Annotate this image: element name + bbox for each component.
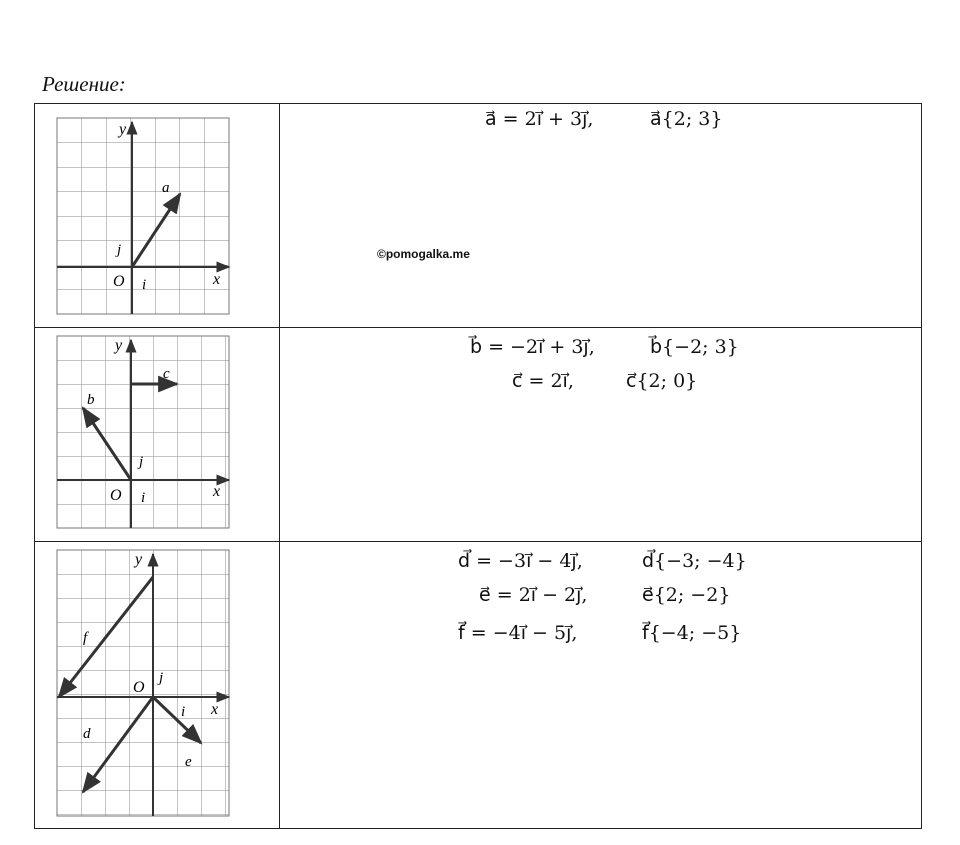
vector-e-label: e [185,754,192,770]
equation-a: a⃗ = 2i⃗ + 3j⃗, [485,108,594,130]
vector-a-label: a [162,180,170,196]
solution-table [34,103,922,829]
axis-x-label: x [211,701,219,718]
unit-j-label: j [117,242,122,258]
unit-j-label: j [139,454,144,470]
origin-label: O [110,487,122,504]
unit-i-label: i [142,277,147,293]
table-row [35,328,921,542]
unit-j-label: j [159,670,164,686]
solution-heading: Решение: [42,72,126,96]
figure-cell [35,104,280,327]
coords-c: c⃗{2; 0} [626,370,698,392]
unit-i-label: i [181,704,186,720]
coords-d: d⃗{−3; −4} [642,550,747,572]
watermark: ©pomogalka.me [377,247,470,261]
axis-y-label: y [135,551,143,568]
equation-cell [280,104,921,327]
coords-a: a⃗{2; 3} [650,108,723,130]
coords-b: b⃗{−2; 3} [650,336,739,358]
equation-e: e⃗ = 2i⃗ − 2j⃗, [479,584,588,606]
vector-figure-a [35,104,279,326]
axis-x-label: x [213,483,221,500]
equation-f: f⃗ = −4i⃗ − 5j⃗, [458,622,578,644]
figure-cell [35,542,280,829]
axis-y-label: y [115,337,123,354]
equation-d: d⃗ = −3i⃗ − 4j⃗, [458,550,583,572]
table-row [35,542,921,829]
coords-e: e⃗{2; −2} [642,584,731,606]
origin-label: O [133,679,145,696]
vector-figure-bc [35,328,279,540]
table-row [35,104,921,328]
origin-label: O [113,273,125,290]
vector-d-label: d [83,726,91,742]
vector-c-label: c [163,366,170,382]
coords-f: f⃗{−4; −5} [642,622,742,644]
vector-b-label: b [87,392,95,408]
vector-figure-def [35,542,279,827]
axis-x-label: x [213,271,221,288]
equation-cell [280,328,921,541]
figure-cell [35,328,280,541]
equation-cell [280,542,921,829]
equation-c: c⃗ = 2i⃗, [512,370,574,392]
vector-f-label: f [83,630,88,646]
unit-i-label: i [141,490,146,506]
equation-b: b⃗ = −2i⃗ + 3j⃗, [470,336,595,358]
axis-y-label: y [119,121,127,138]
